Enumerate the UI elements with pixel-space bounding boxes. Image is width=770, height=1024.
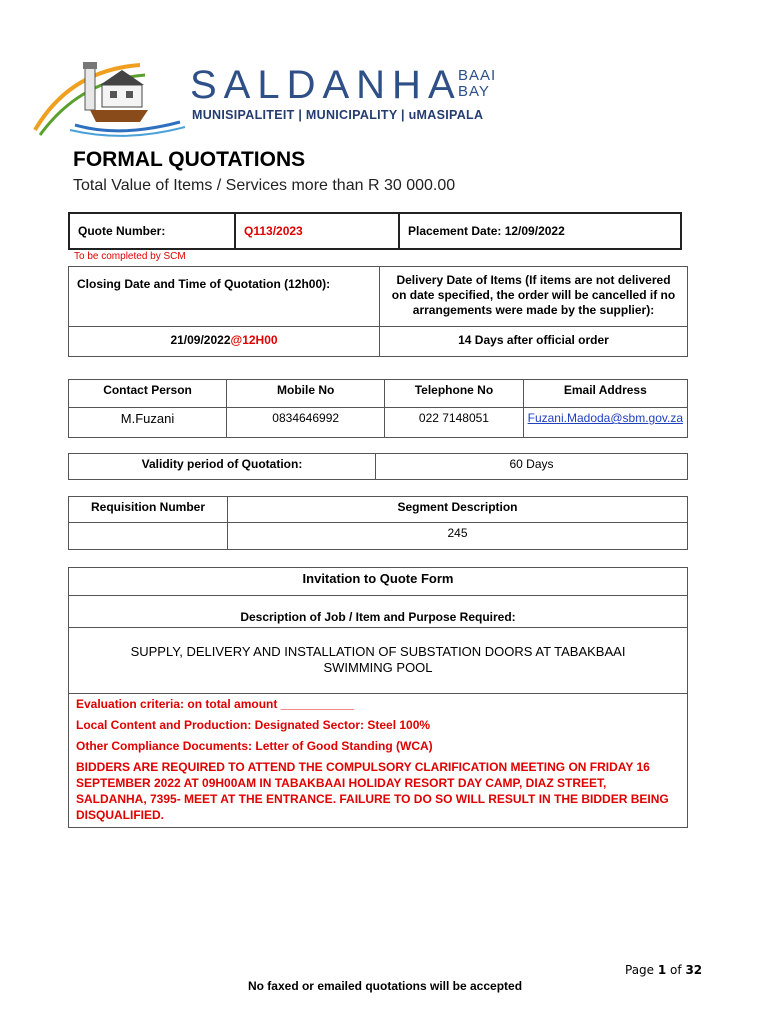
invitation-table [68,567,688,828]
closing-label: Closing Date and Time of Quotation (12h00): [69,267,380,327]
brand-suffix [458,68,496,100]
contact-email-link[interactable]: Fuzani.Madoda@sbm.gov.za [527,411,683,425]
delivery-label: Delivery Date of Items (If items are not delivered on date specified, the order will be cancelled if no arrangements were made by the supplier): [380,267,688,327]
placement-date: Placement Date: 12/09/2022 [399,213,681,249]
job-description: SUPPLY, DELIVERY AND INSTALLATION OF SUBSTATION DOORS AT TABAKBAAI SWIMMING POOL [69,628,688,694]
brand-suffix-bay: BAY [458,83,490,100]
contact-header-mobile: Mobile No [227,380,385,408]
contact-email-cell [523,408,687,438]
page-title: FORMAL QUOTATIONS [73,148,306,171]
closing-date: 21/09/2022 [170,333,231,347]
contact-person: M.Fuzani [69,408,227,438]
closing-time: @12H00 [230,333,278,347]
contact-header-person: Contact Person [69,380,227,408]
closing-datetime [69,327,380,357]
page-prefix: Page [625,963,658,977]
requisition-label: Requisition Number [69,497,228,523]
quote-number-value: Q113/2023 [235,213,399,249]
brand-suffix-baai: BAAI [458,67,497,84]
scm-note: To be completed by SCM [74,251,186,262]
contact-mobile: 0834646992 [227,408,385,438]
compliance-documents: Other Compliance Documents: Letter of Good Standing (WCA) [76,739,433,753]
quote-number-label: Quote Number: [69,213,235,249]
page-current: 1 [657,963,667,977]
validity-value: 60 Days [376,454,688,480]
segment-label: Segment Description [228,497,688,523]
local-content: Local Content and Production: Designated Sector: Steel 100% [76,718,431,732]
quote-number-table [68,212,682,250]
requisition-table [68,496,688,550]
page-subtitle: Total Value of Items / Services more than R 30 000.00 [73,177,456,194]
closing-table [68,266,688,357]
contact-telephone: 022 7148051 [385,408,523,438]
footer-notice: No faxed or emailed quotations will be accepted [247,979,523,993]
delivery-value: 14 Days after official order [380,327,688,357]
page-number [625,963,702,977]
evaluation-criteria: Evaluation criteria: on total amount ___________ [76,697,355,711]
description-label: Description of Job / Item and Purpose Required: [69,596,688,628]
requirements-block [69,694,688,828]
brand-tagline: MUNISIPALITEIT | MUNICIPALITY | uMASIPALA [192,108,484,122]
validity-label: Validity period of Quotation: [69,454,376,480]
requisition-value [69,523,228,550]
segment-value: 245 [228,523,688,550]
page-total: 32 [685,963,703,977]
contact-header-telephone: Telephone No [385,380,523,408]
briefing-meeting-notice: BIDDERS ARE REQUIRED TO ATTEND THE COMPULSORY CLARIFICATION MEETING ON FRIDAY 16 SEPTEMBER 2022 AT 09H00AM IN TABAKBAAI HOLIDAY RESORT DAY CAMP, DIAZ STREET, SALDANHA, 7395- MEET AT THE ENTRANCE. FAILURE TO DO SO WILL RESULT IN THE BIDDER BEING DISQUALIFIED. [76,760,669,822]
invitation-title: Invitation to Quote Form [69,568,688,596]
contact-header-email: Email Address [523,380,687,408]
contact-table [68,379,688,438]
brand-name: SALDANHA [190,63,462,107]
page-of: of [666,963,686,977]
validity-table [68,453,688,480]
